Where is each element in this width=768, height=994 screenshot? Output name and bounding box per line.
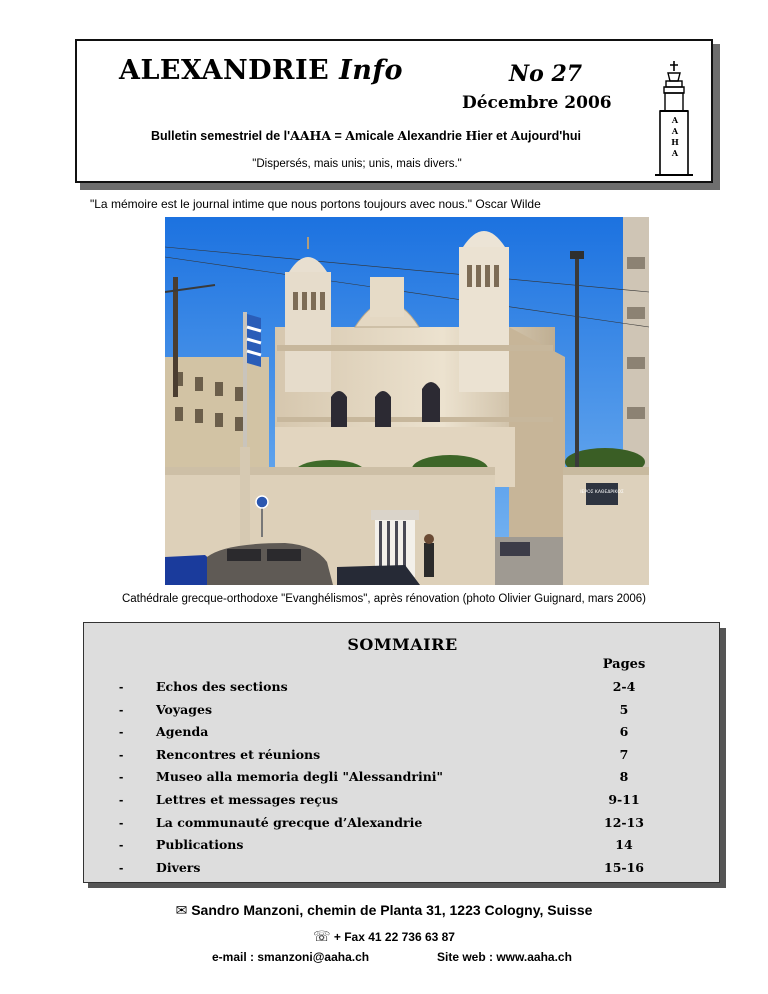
toc-bullet: -: [119, 746, 124, 762]
initial-a2: A: [397, 128, 408, 143]
bulletin-eq: =: [331, 129, 346, 143]
toc-item-pages: 15-16: [604, 859, 644, 875]
title-info: Info: [339, 55, 403, 86]
tower-letter: A: [671, 115, 679, 125]
toc-item-label: Divers: [156, 859, 201, 875]
toc-item-pages: 5: [619, 701, 629, 717]
toc-list: [84, 679, 721, 882]
toc-item-label: La communauté grecque d’Alexandrie: [156, 814, 423, 830]
tower-letter: A: [671, 126, 679, 136]
toc-item-label: Voyages: [156, 701, 212, 717]
church-sign-text: ΙΕΡΟΣ ΚΑΘΕΔΡΙΚΟΣ: [580, 490, 624, 495]
toc-item-label: Agenda: [156, 724, 209, 740]
address-text: Sandro Manzoni, chemin de Planta 31, 1223 Cologny, Suisse: [191, 902, 593, 918]
toc-bullet: -: [119, 679, 124, 694]
newsletter-title: [119, 55, 403, 86]
toc-item-label: Rencontres et réunions: [156, 746, 321, 762]
motto: "Dispersés, mais unis; unis, mais divers.": [252, 158, 462, 170]
toc-item-pages: 14: [615, 837, 633, 853]
word-hier: ier et: [477, 129, 511, 143]
toc-item: [84, 679, 721, 702]
toc-item: [84, 860, 721, 883]
toc-item-pages: 12-13: [604, 814, 644, 830]
toc-item-label: Publications: [156, 837, 244, 853]
bulletin-acronym: AAHA: [290, 128, 332, 143]
toc-item: [84, 724, 721, 747]
phone-text: + Fax 41 22 736 63 87: [333, 930, 455, 944]
toc-item: [84, 837, 721, 860]
toc-item-pages: 9-11: [608, 791, 640, 807]
tower-letters: [668, 115, 682, 159]
email-address[interactable]: e-mail : smanzoni@aaha.ch: [212, 950, 370, 964]
envelope-icon: ✉: [175, 902, 188, 918]
toc-item-label: Lettres et messages reçus: [156, 791, 339, 807]
issue-number: No 27: [509, 61, 583, 87]
initial-a1: A: [345, 128, 355, 143]
toc-item-pages: 8: [619, 769, 629, 785]
issue-date: Décembre 2006: [462, 93, 612, 113]
toc-title: SOMMAIRE: [347, 635, 458, 654]
photo-caption: Cathédrale grecque-orthodoxe "Evanghélismos", après rénovation (photo Olivier Guignard, mars 2006): [121, 593, 647, 605]
website-address[interactable]: Site web : www.aaha.ch: [437, 950, 572, 964]
toc-item-label: Echos des sections: [156, 679, 288, 694]
cathedral-illustration: [165, 217, 649, 585]
initial-h: H: [465, 128, 478, 143]
word-aujourdhui: ujourd'hui: [520, 129, 581, 143]
toc-bullet: -: [119, 791, 124, 807]
toc-item: [84, 815, 721, 838]
toc-item-pages: 6: [619, 724, 629, 740]
cathedral-photo: [165, 217, 649, 585]
toc-item: [84, 792, 721, 815]
toc-bullet: -: [119, 837, 124, 853]
telephone-icon: ☏: [313, 928, 331, 944]
phone-fax: [0, 928, 768, 945]
toc-bullet: -: [119, 701, 124, 717]
initial-a3: A: [510, 128, 521, 143]
toc-bullet: -: [119, 724, 124, 740]
bulletin-subtitle: [151, 128, 581, 143]
toc-item-pages: 7: [619, 746, 629, 762]
table-of-contents: [83, 622, 720, 883]
postal-address: [0, 902, 768, 919]
title-main: ALEXANDRIE: [119, 55, 330, 86]
toc-pages-header: Pages: [602, 657, 646, 672]
toc-item-pages: 2-4: [612, 679, 636, 694]
tower-letter: A: [671, 148, 679, 158]
bulletin-prefix: Bulletin semestriel de l': [151, 129, 291, 143]
toc-item: [84, 702, 721, 725]
epigraph-quote: "La mémoire est le journal intime que nous portons toujours avec nous." Oscar Wilde: [90, 197, 541, 211]
toc-item: [84, 769, 721, 792]
tower-letter: H: [671, 137, 679, 147]
word-amicale: micale: [355, 129, 398, 143]
toc-bullet: -: [119, 814, 124, 830]
toc-item-label: Museo alla memoria degli "Alessandrini": [156, 769, 444, 785]
toc-bullet: -: [119, 769, 124, 785]
masthead: [75, 39, 713, 183]
word-alexandrie: lexandrie: [407, 129, 466, 143]
toc-item: [84, 747, 721, 770]
toc-bullet: -: [119, 859, 124, 875]
